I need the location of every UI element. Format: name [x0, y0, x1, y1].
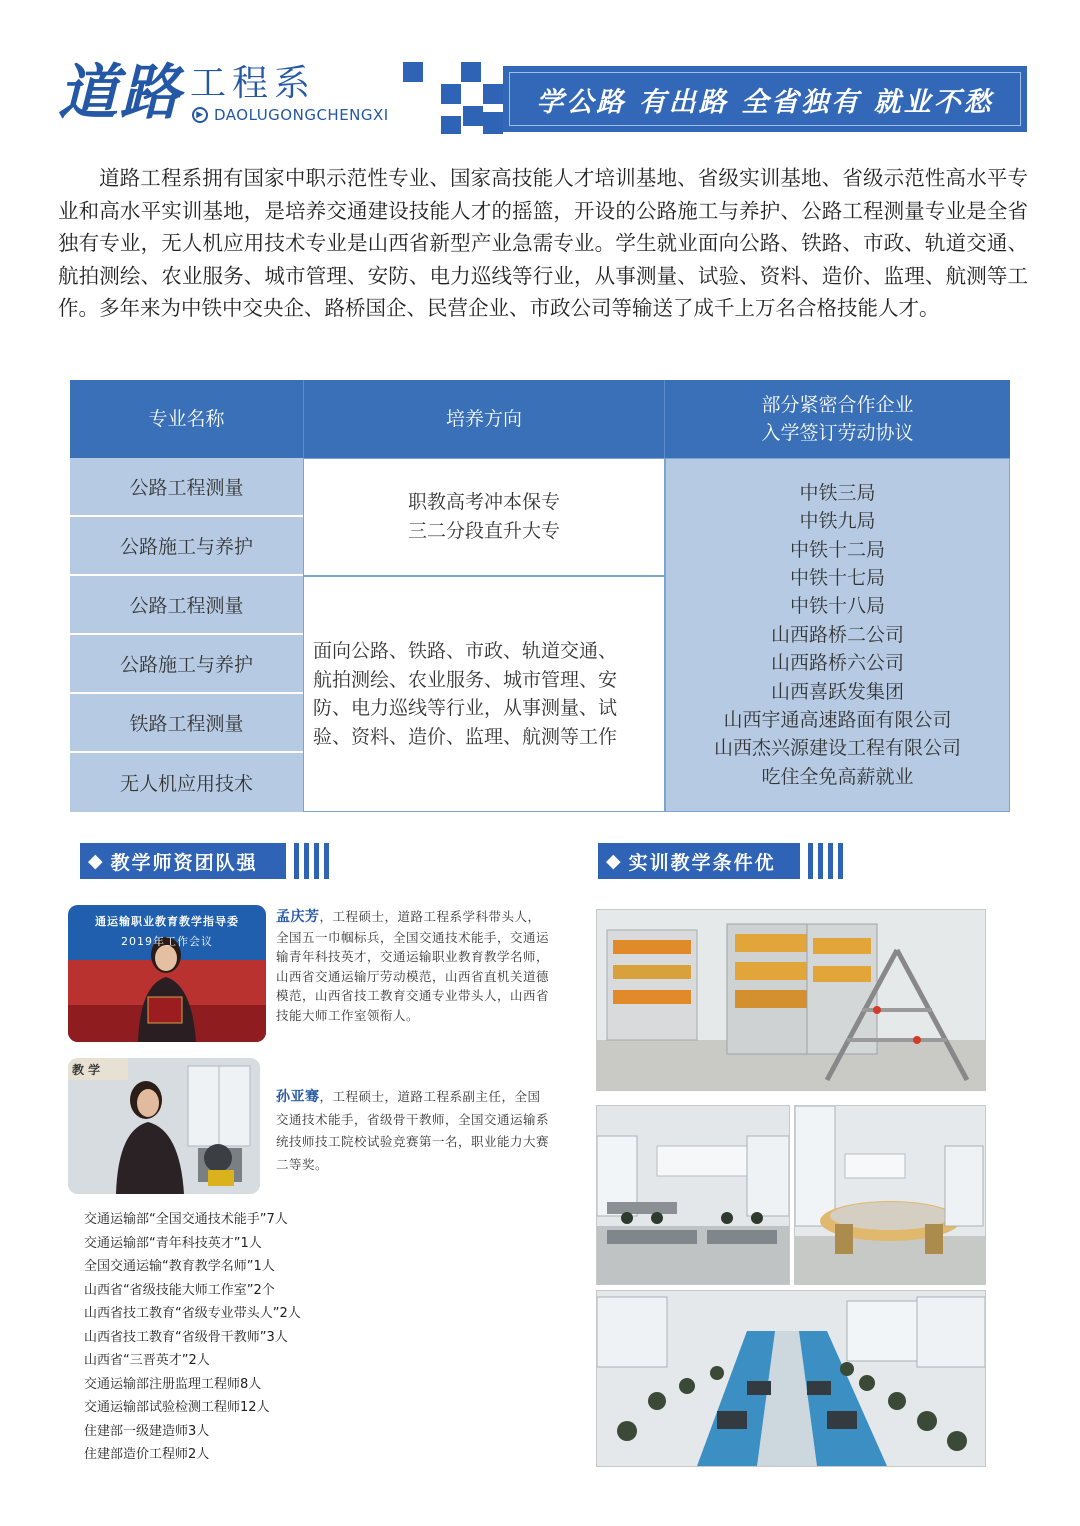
section-training — [598, 843, 848, 879]
honor-item: 交通运输部“全国交通技术能手”7人 — [84, 1212, 288, 1227]
honor-item: 交通运输部“青年科技英才”1人 — [84, 1235, 262, 1251]
table-cell-major: 公路工程测量 — [70, 576, 303, 635]
table-header-partners-line2: 入学签订劳动协议 — [761, 422, 914, 444]
direction-1-line1: 职教高考冲本保专 — [407, 491, 560, 513]
honor-item: 山西省技工教育“省级骨干教师”3人 — [84, 1329, 288, 1345]
department-title-sub: 工程系 — [190, 63, 317, 104]
teacher-1-photo — [68, 905, 266, 1042]
diamond-icon: ◆ — [606, 850, 623, 872]
table-cell-major: 公路工程测量 — [70, 458, 303, 517]
honor-item: 山西省“三晋英才”2人 — [84, 1353, 210, 1368]
section-teachers — [80, 843, 330, 879]
table-header-direction: 培养方向 — [303, 380, 665, 458]
partner-item: 中铁十七局 — [789, 566, 885, 589]
direction-2-line: 面向公路、铁路、市政、轨道交通、 — [313, 640, 618, 662]
training-photo-equipment-lab — [597, 910, 985, 1090]
teacher-2-photo-sign: 教 学 — [72, 1063, 101, 1077]
partner-item: 中铁十八局 — [789, 595, 885, 618]
training-photo-classroom — [597, 1106, 789, 1284]
section-training-label — [598, 843, 800, 879]
teacher-2-bio-text: ，工程硕士，道路工程系副主任，全国交通技术能手，省级骨干教师，全国交通运输系统技师技工院校试验竞赛第一名，职业能力大赛二等奖。 — [276, 1089, 550, 1172]
table-cell-partners — [665, 458, 1010, 812]
partner-item: 中铁三局 — [799, 481, 876, 504]
partner-item: 中铁十二局 — [789, 538, 885, 561]
direction-1-line2: 三二分段直升大专 — [407, 520, 560, 542]
honor-item: 交通运输部试验检测工程师12人 — [84, 1400, 270, 1415]
table-cell-major: 铁路工程测量 — [70, 694, 303, 753]
section-training-title: 实训教学条件优 — [628, 851, 776, 874]
pinyin-text: DAOLUGONGCHENGXI — [214, 106, 389, 124]
honor-item: 山西省“省级技能大师工作室”2个 — [84, 1282, 275, 1298]
teacher-2-photo — [68, 1058, 260, 1194]
table-header-partners — [665, 380, 1010, 458]
slogan-banner — [503, 66, 1027, 132]
section-bars-icon — [808, 843, 843, 879]
section-teachers-label — [80, 843, 286, 879]
diamond-icon: ◆ — [88, 850, 105, 872]
slogan-text: 学公路 有出路 全省独有 就业不愁 — [536, 86, 994, 118]
intro-paragraph: 道路工程系拥有国家中职示范性专业、国家高技能人才培训基地、省级实训基地、省级示范性高水平专业和高水平实训基地，是培养交通建设技能人才的摇篮，开设的公路施工与养护、公路工程测量专业是全省独有专业，无人机应用技术专业是山西省新型产业急需专业。学生就业面向公路、铁路、市政、轨道交通、航拍测绘、农业服务、城市管理、安防、电力巡线等行业，从事测量、试验、资料、造价、监理、航测等工作。多年来为中铁中交央企、路桥国企、民营企业、市政公司等输送了成千上万名合格技能人才。 — [58, 166, 1028, 320]
table-cell-major: 公路施工与养护 — [70, 635, 303, 694]
teacher-2-name: 孙亚骞 — [276, 1089, 320, 1105]
direction-2-line: 航拍测绘、农业服务、城市管理、安 — [313, 668, 618, 691]
table-header-major: 专业名称 — [70, 380, 303, 458]
table-cell-direction-2 — [303, 576, 665, 812]
teacher-1-photo-banner-2: 2019年工作会议 — [121, 935, 213, 948]
partner-item: 吃住全免高薪就业 — [761, 765, 914, 788]
teacher-1-name: 孟庆芳 — [276, 909, 320, 925]
honor-item: 全国交通运输“教育教学名师”1人 — [84, 1259, 275, 1274]
teacher-1-bio — [276, 907, 552, 1025]
honor-item: 交通运输部注册监理工程师8人 — [84, 1376, 262, 1392]
teacher-2-bio — [276, 1086, 552, 1176]
table-header-partners-line1: 部分紧密合作企业 — [761, 394, 914, 416]
partner-item: 山西杰兴源建设工程有限公司 — [713, 737, 961, 760]
training-photo-computer-room — [597, 1291, 985, 1466]
partner-item: 山西宇通高速路面有限公司 — [723, 709, 952, 732]
honors-list — [84, 1208, 301, 1467]
direction-2-line: 验、资料、造价、监理、航测等工作 — [313, 725, 618, 748]
section-teachers-title: 教学师资团队强 — [110, 851, 258, 874]
honor-item: 山西省技工教育“省级专业带头人”2人 — [84, 1306, 301, 1321]
teacher-1-photo-banner-1: 通运输职业教育教学指导委 — [95, 915, 239, 928]
play-circle-icon: ▶ — [192, 107, 208, 123]
training-photo-model-lab — [795, 1106, 985, 1284]
department-title: 道路 — [58, 58, 182, 128]
teacher-1-bio-text: ，工程硕士，道路工程系学科带头人，全国五一巾帼标兵，全国交通技术能手，交通运输青年科技英才，交通运输职业教育教学名师，山西省交通运输厅劳动模范，山西省直机关道德模范，山西省技工教育交通专业带头人，山西省技能大师工作室领衔人。 — [276, 909, 550, 1023]
pinyin-line — [192, 106, 389, 124]
direction-2-line: 防、电力巡线等行业，从事测量、试 — [313, 697, 618, 719]
partner-item: 山西喜跃发集团 — [770, 680, 904, 703]
majors-table — [70, 380, 1010, 812]
table-cell-direction-1 — [303, 458, 665, 576]
partner-item: 山西路桥二公司 — [770, 623, 904, 646]
section-bars-icon — [294, 843, 329, 879]
table-cell-major: 公路施工与养护 — [70, 517, 303, 576]
honor-item: 住建部一级建造师3人 — [84, 1423, 210, 1439]
partner-item: 中铁九局 — [799, 510, 876, 533]
table-cell-major: 无人机应用技术 — [70, 753, 303, 812]
partner-item: 山西路桥六公司 — [770, 652, 904, 675]
honor-item: 住建部造价工程师2人 — [84, 1447, 210, 1462]
